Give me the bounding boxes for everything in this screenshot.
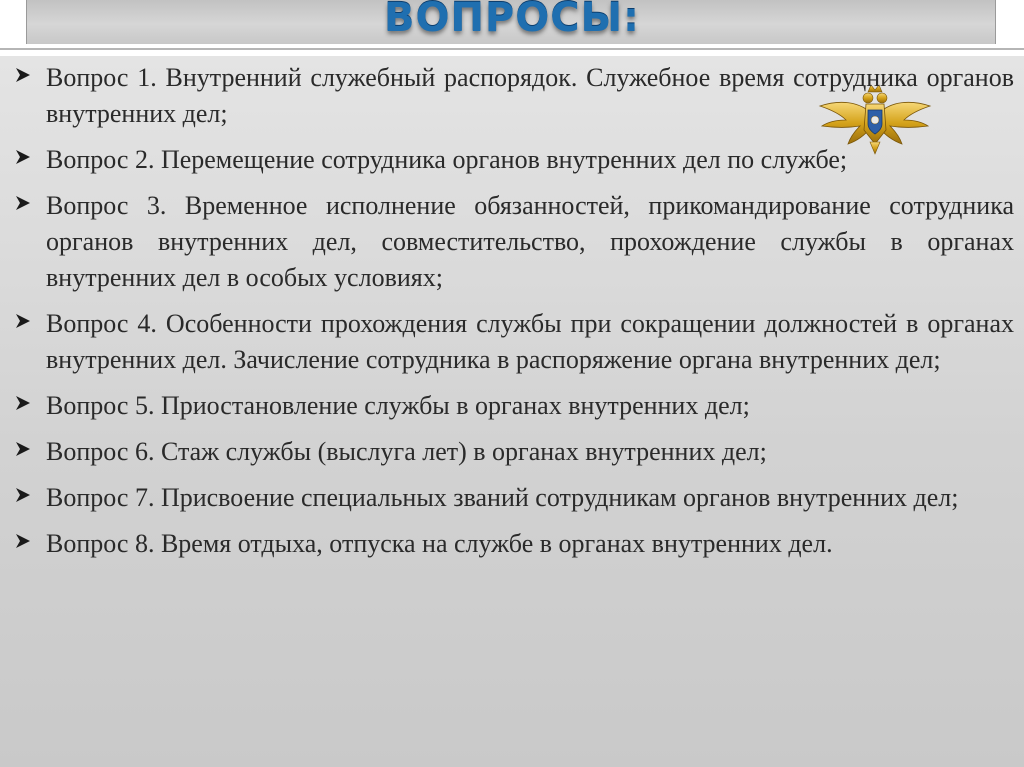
list-item [6, 188, 1014, 296]
question-text: Вопрос 4. Особенности прохождения службы при сокращении должностей в органах внутренних дел. Зачисление сотрудника в распоряжение органа внутренних дел; [46, 309, 1014, 374]
arrow-bullet-icon [14, 440, 32, 458]
list-item [6, 388, 1014, 424]
questions-list [6, 60, 1014, 572]
arrow-bullet-icon [14, 394, 32, 412]
arrow-bullet-icon [14, 486, 32, 504]
question-text: Вопрос 1. Внутренний служебный распорядок. Служебное время сотрудника органов внутренних дел; [46, 63, 1014, 128]
question-text: Вопрос 7. Присвоение специальных званий сотрудникам органов внутренних дел; [46, 483, 959, 512]
question-text: Вопрос 2. Перемещение сотрудника органов внутренних дел по службе; [46, 145, 848, 174]
question-text: Вопрос 5. Приостановление службы в органах внутренних дел; [46, 391, 750, 420]
arrow-bullet-icon [14, 66, 32, 84]
list-item [6, 480, 1014, 516]
question-text: Вопрос 3. Временное исполнение обязанностей, прикомандирование сотрудника органов внутренних дел, совместительство, прохождение службы в органах внутренних дел в особых условиях; [46, 191, 1014, 292]
list-item [6, 306, 1014, 378]
slide-header [0, 0, 1024, 56]
question-text: Вопрос 8. Время отдыха, отпуска на службе в органах внутренних дел. [46, 529, 833, 558]
arrow-bullet-icon [14, 532, 32, 550]
arrow-bullet-icon [14, 194, 32, 212]
list-item [6, 526, 1014, 562]
list-item [6, 60, 1014, 132]
arrow-bullet-icon [14, 148, 32, 166]
question-text: Вопрос 6. Стаж службы (выслуга лет) в органах внутренних дел; [46, 437, 767, 466]
slide-title: ВОПРОСЫ: [383, 0, 641, 41]
header-divider [0, 48, 1024, 50]
arrow-bullet-icon [14, 312, 32, 330]
list-item [6, 434, 1014, 470]
list-item [6, 142, 1014, 178]
